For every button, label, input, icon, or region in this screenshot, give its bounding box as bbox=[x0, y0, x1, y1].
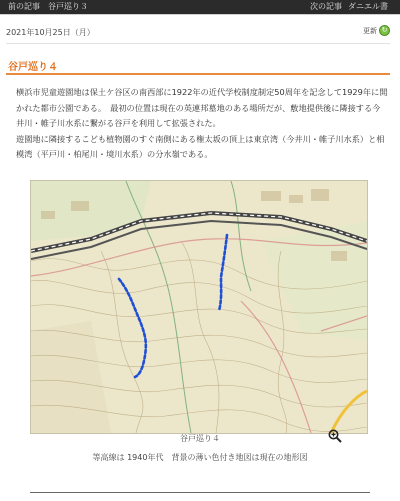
post-date: 2021年10月25日（月） bbox=[6, 28, 95, 37]
paragraph-1: 横浜市児童遊園地は保土ケ谷区の南西部に1922年の近代学校制度制定50周年を記念して1929年に開かれた都市公園である。 最初の位置は現在の英連邦墓地のある場所だが、敷地提供後に隣接する今井川・帷子川水系に繋がる谷戸を利用して拡張された。 bbox=[16, 87, 388, 129]
paragraph-2: 遊園地に隣接するこども植物園のすぐ南側にある権太坂の頂上は東京湾（今井川・帷子川水系）と相模湾（平戸川・柏尾川・境川水系）の分水嶺である。 bbox=[16, 133, 385, 160]
title-rule bbox=[6, 73, 390, 75]
bottom-divider bbox=[30, 492, 370, 493]
figure-note: 等高線は 1940年代 背景の薄い色付き地図は現在の地形図 bbox=[92, 453, 308, 462]
topographic-map[interactable] bbox=[30, 180, 368, 434]
refresh-icon: ↻ bbox=[379, 25, 390, 36]
map-drawing bbox=[31, 181, 367, 433]
top-navigation bbox=[0, 0, 400, 14]
prev-article-link[interactable]: 前の記事 bbox=[8, 2, 40, 11]
current-article-link[interactable]: 谷戸巡り３ bbox=[48, 2, 88, 11]
figure-caption: 谷戸巡り４ bbox=[180, 434, 220, 443]
post-body bbox=[16, 85, 388, 163]
author-link[interactable]: ダニエル書 bbox=[348, 2, 388, 11]
header-divider bbox=[6, 43, 390, 44]
refresh-label: 更新 bbox=[363, 26, 377, 35]
refresh-button[interactable] bbox=[363, 25, 390, 36]
post-title: 谷戸巡り４ bbox=[8, 62, 58, 73]
next-article-link[interactable]: 次の記事 bbox=[310, 2, 342, 11]
